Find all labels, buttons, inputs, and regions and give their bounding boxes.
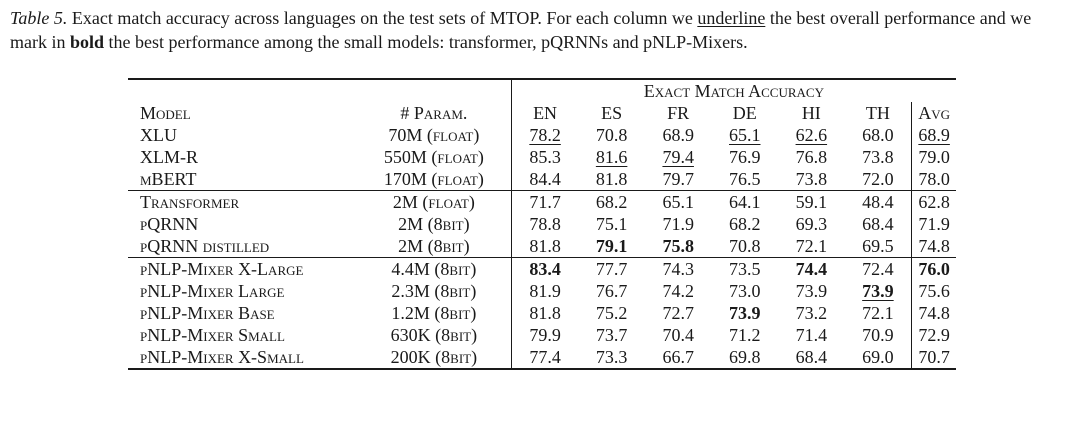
cell-avg: [912, 124, 956, 146]
table-row: [128, 213, 956, 235]
cell-fr: [645, 168, 712, 191]
cell-model: pNLP-Mixer X-Large: [128, 258, 357, 281]
cell-de: [711, 258, 778, 281]
cell-de: [711, 146, 778, 168]
value-de: 71.2: [729, 325, 761, 345]
param-precision: (8bit): [434, 303, 477, 323]
cell-th: [845, 235, 912, 258]
value-de: 73.9: [729, 303, 761, 323]
value-fr: 74.3: [662, 259, 694, 279]
value-fr: 70.4: [662, 325, 694, 345]
param-count: 2M: [392, 192, 418, 212]
cell-avg: [912, 146, 956, 168]
value-es: 81.6: [595, 147, 628, 167]
value-es: 75.2: [595, 303, 628, 323]
results-table: [128, 78, 956, 370]
cell-fr: [645, 280, 712, 302]
cell-param: [357, 324, 511, 346]
cell-en: [511, 280, 578, 302]
value-fr: 65.1: [662, 192, 694, 212]
value-en: 77.4: [529, 347, 561, 367]
cell-param: [357, 346, 511, 369]
value-es: 70.8: [595, 125, 628, 145]
cell-model: pQRNN: [140, 214, 199, 234]
cell-de: [711, 124, 778, 146]
col-header-de: DE: [732, 103, 757, 123]
value-th: 69.5: [862, 236, 894, 256]
cell-model: XLU: [140, 125, 177, 145]
param-count: 170M: [383, 169, 427, 189]
value-th: 72.4: [862, 259, 894, 279]
value-en: 84.4: [529, 169, 561, 189]
value-en: 81.8: [529, 236, 561, 256]
cell-hi: [778, 213, 845, 235]
cell-hi: [778, 346, 845, 369]
col-header-model: Model: [140, 103, 191, 123]
value-de: 69.8: [729, 347, 761, 367]
value-es: 77.7: [595, 259, 628, 279]
value-avg: 68.9: [918, 125, 950, 145]
value-avg: 72.9: [918, 325, 950, 345]
value-hi: 73.9: [795, 281, 828, 301]
value-fr: 68.9: [662, 125, 694, 145]
param-precision: (8bit): [434, 259, 477, 279]
param-precision: (8bit): [434, 281, 477, 301]
value-th: 68.0: [862, 125, 894, 145]
table-body: [128, 124, 956, 369]
value-fr: 72.7: [662, 303, 694, 323]
value-avg: 74.8: [918, 236, 950, 256]
cell-th: [845, 258, 912, 281]
col-header-param: # Param.: [357, 102, 511, 124]
param-precision: (8bit): [435, 347, 478, 367]
cell-fr: [645, 258, 712, 281]
value-th: 72.0: [862, 169, 894, 189]
cell-model: XLM-R: [140, 147, 198, 167]
cell-hi: [778, 124, 845, 146]
cell-de: [711, 213, 778, 235]
cell-model: pNLP-Mixer Base: [140, 303, 275, 323]
value-avg: 76.0: [918, 259, 950, 279]
param-count: 2M: [398, 236, 424, 256]
param-count: 630K: [390, 325, 431, 345]
value-es: 73.7: [595, 325, 628, 345]
value-fr: 79.7: [662, 169, 694, 189]
caption-bold-word: bold: [70, 32, 105, 52]
value-avg: 79.0: [918, 147, 950, 167]
cell-avg: [912, 168, 956, 191]
value-fr: 66.7: [662, 347, 694, 367]
cell-de: [711, 346, 778, 369]
col-header-hi: HI: [801, 103, 821, 123]
value-th: 73.8: [862, 147, 894, 167]
cell-hi: [778, 146, 845, 168]
table-row: [128, 146, 956, 168]
table-row: [128, 302, 956, 324]
cell-avg: [912, 302, 956, 324]
value-de: 73.5: [729, 259, 761, 279]
cell-param: [357, 124, 511, 146]
cell-hi: [778, 258, 845, 281]
cell-model: pQRNN distilled: [140, 236, 270, 256]
cell-param: [357, 258, 511, 281]
cell-es: [578, 213, 645, 235]
cell-en: [511, 168, 578, 191]
param-precision: (float): [426, 125, 480, 145]
table-row: [128, 191, 956, 214]
param-precision: (8bit): [427, 214, 470, 234]
cell-th: [845, 324, 912, 346]
cell-es: [578, 235, 645, 258]
param-precision: (float): [422, 192, 475, 212]
cell-th: [845, 191, 912, 214]
cell-fr: [645, 324, 712, 346]
cell-avg: [912, 324, 956, 346]
value-hi: 59.1: [795, 192, 828, 212]
cell-en: [511, 191, 578, 214]
cell-es: [578, 258, 645, 281]
cell-en: [511, 124, 578, 146]
table-row: [128, 124, 956, 146]
value-de: 68.2: [729, 214, 761, 234]
cell-param: [357, 191, 511, 214]
cell-hi: [778, 235, 845, 258]
cell-param: [357, 302, 511, 324]
value-de: 70.8: [729, 236, 761, 256]
cell-avg: [912, 191, 956, 214]
cell-de: [711, 191, 778, 214]
value-es: 81.8: [595, 169, 628, 189]
value-hi: 68.4: [795, 347, 828, 367]
cell-th: [845, 302, 912, 324]
cell-hi: [778, 168, 845, 191]
param-count: 1.2M: [391, 303, 430, 323]
cell-es: [578, 324, 645, 346]
caption-text-1: Exact match accuracy across languages on the test sets of MTOP. For each column we: [67, 8, 698, 28]
value-es: 79.1: [595, 236, 628, 256]
caption-text-3: the best performance among the small models: transformer, pQRNNs and pNLP-Mixers.: [104, 32, 748, 52]
value-de: 76.5: [729, 169, 761, 189]
header-row-group: [128, 79, 956, 102]
value-de: 65.1: [729, 125, 761, 145]
param-precision: (float): [431, 169, 484, 189]
value-hi: 73.2: [795, 303, 828, 323]
value-th: 69.0: [862, 347, 894, 367]
param-precision: (8bit): [435, 325, 478, 345]
value-hi: 72.1: [795, 236, 828, 256]
cell-avg: [912, 346, 956, 369]
cell-en: [511, 346, 578, 369]
cell-model: pNLP-Mixer Large: [140, 281, 285, 301]
param-count: 200K: [390, 347, 431, 367]
cell-de: [711, 235, 778, 258]
group-header-exact-match-accuracy: Exact Match Accuracy: [511, 79, 956, 102]
param-count: 70M: [388, 125, 423, 145]
value-fr: 79.4: [662, 147, 694, 167]
cell-fr: [645, 124, 712, 146]
cell-param: [357, 235, 511, 258]
value-hi: 62.6: [795, 125, 828, 145]
cell-de: [711, 324, 778, 346]
table-row: [128, 258, 956, 281]
value-fr: 74.2: [662, 281, 694, 301]
cell-en: [511, 235, 578, 258]
cell-fr: [645, 235, 712, 258]
value-es: 75.1: [595, 214, 628, 234]
cell-fr: [645, 213, 712, 235]
value-avg: 75.6: [918, 281, 950, 301]
value-en: 83.4: [529, 259, 561, 279]
cell-de: [711, 302, 778, 324]
value-en: 85.3: [529, 147, 561, 167]
value-avg: 74.8: [918, 303, 950, 323]
cell-hi: [778, 191, 845, 214]
value-es: 68.2: [595, 192, 628, 212]
cell-model: pNLP-Mixer X-Small: [128, 346, 357, 369]
table-row: [128, 346, 956, 369]
cell-th: [845, 280, 912, 302]
cell-th: [845, 213, 912, 235]
value-hi: 76.8: [795, 147, 828, 167]
value-avg: 78.0: [918, 169, 950, 189]
value-en: 71.7: [529, 192, 561, 212]
cell-avg: [912, 235, 956, 258]
cell-model: Transformer: [128, 191, 357, 214]
value-hi: 73.8: [795, 169, 828, 189]
col-header-es: ES: [601, 103, 623, 123]
cell-hi: [778, 302, 845, 324]
value-en: 78.8: [529, 214, 561, 234]
cell-en: [511, 302, 578, 324]
cell-en: [511, 213, 578, 235]
cell-th: [845, 124, 912, 146]
col-header-th: TH: [845, 102, 912, 124]
param-count: 550M: [383, 147, 427, 167]
cell-es: [578, 191, 645, 214]
value-fr: 75.8: [662, 236, 694, 256]
cell-hi: [778, 280, 845, 302]
cell-avg: [912, 213, 956, 235]
cell-en: [511, 146, 578, 168]
value-en: 78.2: [529, 125, 561, 145]
param-precision: (8bit): [427, 236, 470, 256]
value-de: 64.1: [729, 192, 761, 212]
cell-param: [357, 280, 511, 302]
col-header-fr: FR: [667, 103, 690, 123]
caption-underline-word: underline: [697, 8, 766, 28]
cell-es: [578, 280, 645, 302]
table-caption: [10, 6, 1072, 54]
cell-hi: [778, 324, 845, 346]
cell-en: [511, 324, 578, 346]
value-es: 73.3: [595, 347, 628, 367]
value-en: 79.9: [529, 325, 561, 345]
param-count: 4.4M: [391, 259, 430, 279]
col-header-en: EN: [533, 103, 558, 123]
col-header-avg: Avg: [918, 103, 950, 123]
value-th: 70.9: [862, 325, 894, 345]
table-row: [128, 235, 956, 258]
cell-fr: [645, 346, 712, 369]
table-row: [128, 280, 956, 302]
header-row-columns: [128, 102, 956, 124]
cell-param: [357, 146, 511, 168]
cell-avg: [912, 280, 956, 302]
caption-text-2: the best overall performance and we mark in: [10, 8, 1032, 52]
value-th: 73.9: [862, 281, 894, 301]
cell-th: [845, 146, 912, 168]
caption-label: Table 5.: [10, 8, 68, 28]
cell-th: [845, 346, 912, 369]
cell-es: [578, 168, 645, 191]
cell-avg: [912, 258, 956, 281]
value-th: 72.1: [862, 303, 894, 323]
value-th: 68.4: [862, 214, 894, 234]
cell-fr: [645, 191, 712, 214]
cell-param: [357, 168, 511, 191]
param-precision: (float): [431, 147, 484, 167]
cell-fr: [645, 146, 712, 168]
value-en: 81.9: [529, 281, 561, 301]
cell-th: [845, 168, 912, 191]
value-avg: 62.8: [918, 192, 950, 212]
value-de: 73.0: [729, 281, 761, 301]
cell-de: [711, 168, 778, 191]
table-row: [128, 168, 956, 191]
value-th: 48.4: [862, 192, 894, 212]
cell-es: [578, 124, 645, 146]
value-hi: 71.4: [795, 325, 828, 345]
cell-de: [711, 280, 778, 302]
value-hi: 69.3: [795, 214, 828, 234]
param-count: 2.3M: [391, 281, 430, 301]
cell-es: [578, 302, 645, 324]
param-count: 2M: [398, 214, 424, 234]
cell-es: [578, 346, 645, 369]
table-row: [128, 324, 956, 346]
value-es: 76.7: [595, 281, 628, 301]
cell-model: mBERT: [140, 169, 197, 189]
value-fr: 71.9: [662, 214, 694, 234]
cell-model: pNLP-Mixer Small: [140, 325, 285, 345]
value-avg: 70.7: [918, 347, 950, 367]
cell-fr: [645, 302, 712, 324]
value-avg: 71.9: [918, 214, 950, 234]
value-hi: 74.4: [795, 259, 828, 279]
value-de: 76.9: [729, 147, 761, 167]
value-en: 81.8: [529, 303, 561, 323]
cell-en: [511, 258, 578, 281]
cell-param: [357, 213, 511, 235]
cell-es: [578, 146, 645, 168]
